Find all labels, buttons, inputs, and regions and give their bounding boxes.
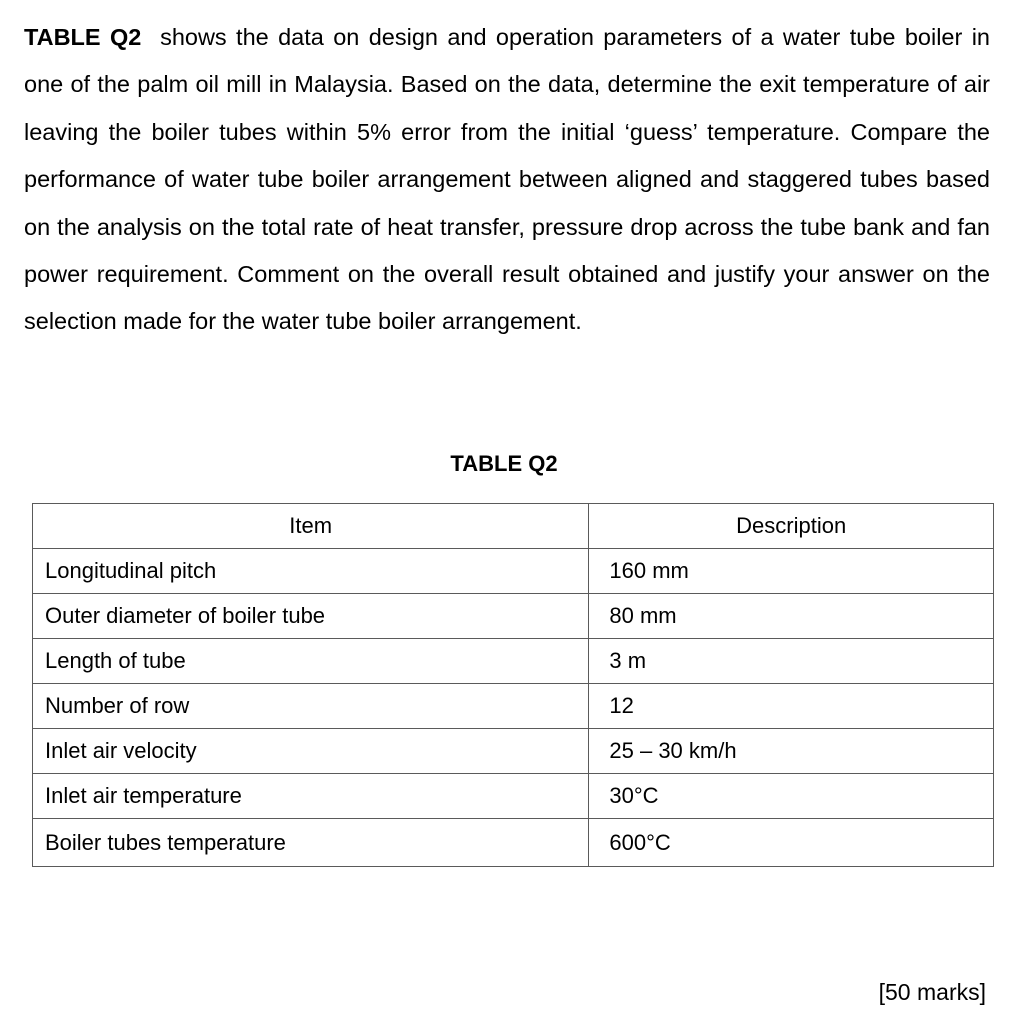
marks-label: [50 marks] xyxy=(878,979,986,1005)
row-item: Boiler tubes temperature xyxy=(33,819,589,867)
table-row xyxy=(33,774,994,819)
question-paragraph xyxy=(24,14,990,346)
row-item: Length of tube xyxy=(33,639,589,684)
row-item: Inlet air velocity xyxy=(33,729,589,774)
row-item: Longitudinal pitch xyxy=(33,549,589,594)
table-row xyxy=(33,684,994,729)
table-row xyxy=(33,594,994,639)
table-row xyxy=(33,819,994,867)
header-description: Description xyxy=(589,504,994,549)
question-lead: TABLE Q2 xyxy=(24,24,142,50)
row-description: 25 – 30 km/h xyxy=(589,729,994,774)
row-description: 3 m xyxy=(589,639,994,684)
row-item: Number of row xyxy=(33,684,589,729)
row-description: 12 xyxy=(589,684,994,729)
table-row xyxy=(33,639,994,684)
row-description: 160 mm xyxy=(589,549,994,594)
row-item: Inlet air temperature xyxy=(33,774,589,819)
table-row xyxy=(33,729,994,774)
header-item: Item xyxy=(33,504,589,549)
table-row xyxy=(33,549,994,594)
row-description: 600°C xyxy=(589,819,994,867)
parameters-table xyxy=(32,503,994,867)
row-item: Outer diameter of boiler tube xyxy=(33,594,589,639)
row-description: 80 mm xyxy=(589,594,994,639)
table-caption: TABLE Q2 xyxy=(450,451,558,476)
question-text: shows the data on design and operation parameters of a water tube boiler in one of the palm oil mill in Malaysia. Based on the data, determine the exit temperature of air leaving the boiler tubes within 5% error from the initial ‘guess’ temperature. Compare the performance of water tube boiler arrangement between aligned and staggered tubes based on the analysis on the total rate of heat transfer, pressure drop across the tube bank and fan power requirement. Comment on the overall result obtained and justify your answer on the selection made for the water tube boiler arrangement. xyxy=(24,24,990,335)
table-header-row xyxy=(33,504,994,549)
row-description: 30°C xyxy=(589,774,994,819)
